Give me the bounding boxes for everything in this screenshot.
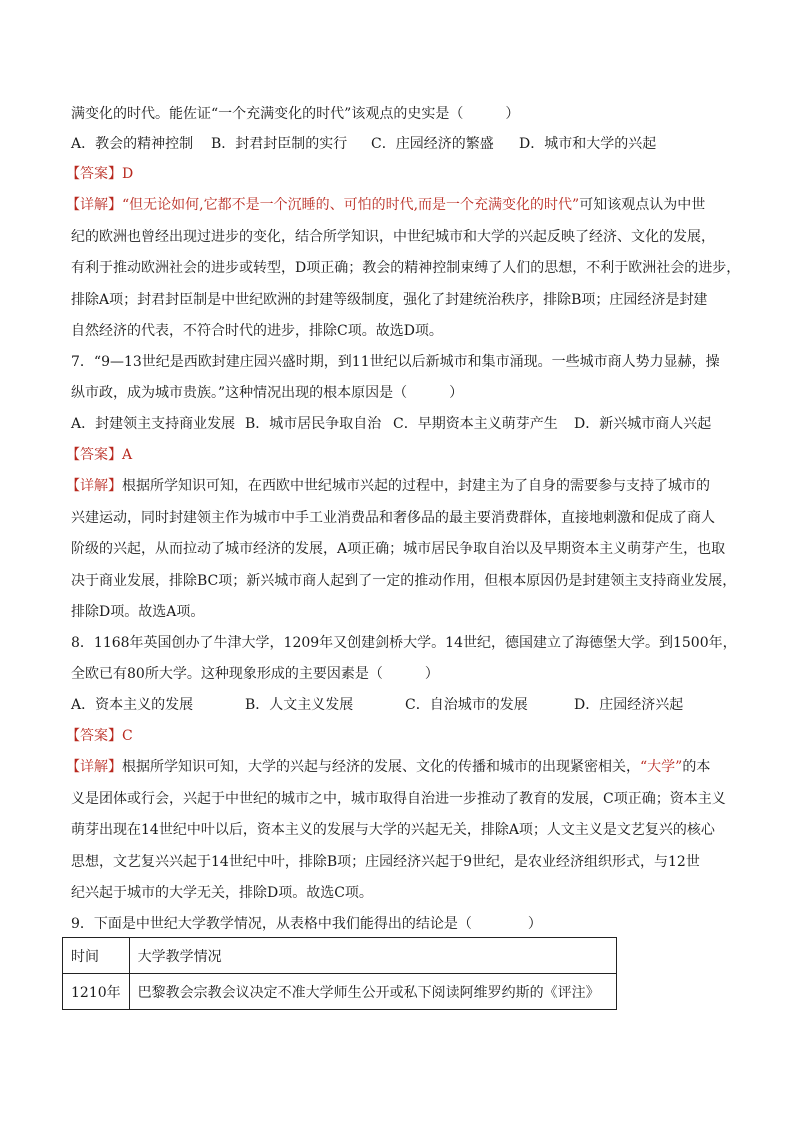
q8-stem-line-2: 全欧已有80所大学。这种现象形成的主要因素是（ ）	[71, 666, 439, 682]
q7-option-c: C．早期资本主义萌芽产生	[393, 416, 558, 432]
answer-value: C	[122, 728, 133, 744]
q7-explain-line-3: 阶级的兴起，从而拉动了城市经济的发展，A项正确；城市居民争取自治以及早期资本主义萌芽产生，也取	[71, 541, 726, 557]
q8-explain-line-2: 义是团体或行会，兴起于中世纪的城市之中，城市取得自治进一步推动了教育的发展，C项正确；资本主义	[71, 791, 726, 807]
q9-table	[62, 937, 617, 1010]
q6-explain-line-2: 纪的欧洲也曾经出现过进步的变化，结合所学知识，中世纪城市和大学的兴起反映了经济、文化的发展，	[71, 229, 715, 245]
q6-explain-line-1	[66, 195, 734, 215]
explain-quote: “但无论如何,它都不是一个沉睡的、可怕的时代,而是一个充满变化的时代”	[122, 197, 580, 213]
answer-label: 【答案】	[66, 166, 122, 182]
q6-option-d: D．城市和大学的兴起	[519, 136, 657, 152]
q9-stem: 9．下面是中世纪大学教学情况，从表格中我们能得出的结论是（ ）	[71, 916, 542, 932]
q8-answer	[66, 726, 734, 746]
q8-explain-line-5: 纪兴起于城市的大学无关，排除D项。故选C项。	[71, 885, 373, 901]
explain-text: 的本	[682, 759, 711, 775]
q8-explain-line-4: 思想，文艺复兴兴起于14世纪中叶，排除B项；庄园经济兴起于9世纪，是农业经济组织形式，与12世	[71, 854, 700, 870]
explain-label: 【详解】	[66, 478, 122, 494]
q6-option-b: B．封君封臣制的实行	[211, 136, 348, 152]
q8-option-d: D．庄园经济兴起	[574, 697, 684, 713]
explain-label: 【详解】	[66, 759, 122, 775]
q6-option-a: A．教会的精神控制	[71, 136, 194, 152]
q7-explain-line-4: 决于商业发展，排除BC项；新兴城市商人起到了一定的推动作用，但根本原因仍是封建领主支持商业发展，	[71, 573, 737, 589]
table-row	[63, 974, 617, 1010]
table-cell-content: 巴黎教会宗教会议决定不准大学师生公开或私下阅读阿维罗约斯的《评注》	[129, 974, 616, 1010]
answer-value: A	[122, 447, 133, 463]
q6-stem: 满变化的时代。能佐证“一个充满变化的时代”该观点的史实是（ ）	[71, 106, 520, 122]
answer-label: 【答案】	[66, 447, 122, 463]
q7-option-b: B．城市居民争取自治	[245, 416, 382, 432]
table-header-row	[63, 938, 617, 974]
explain-text: 可知该观点认为中世	[579, 197, 706, 213]
q6-option-c: C．庄园经济的繁盛	[371, 136, 494, 152]
q7-option-d: D．新兴城市商人兴起	[574, 416, 712, 432]
q7-option-a: A．封建领主支持商业发展	[71, 416, 236, 432]
q7-explain-line-2: 兴建运动，同时封建领主作为城市中手工业消费品和奢侈品的最主要消费群体，直接地刺激和促成了商人	[71, 510, 715, 526]
q7-answer	[66, 445, 734, 465]
q8-option-a: A．资本主义的发展	[71, 697, 194, 713]
q6-explain-line-5: 自然经济的代表，不符合时代的进步，排除C项。故选D项。	[71, 323, 443, 339]
table-cell-time: 1210年	[63, 974, 130, 1010]
q7-explain-line-1	[66, 476, 734, 496]
explain-quote: “大学”	[640, 759, 683, 775]
answer-value: D	[122, 166, 134, 182]
answer-label: 【答案】	[66, 728, 122, 744]
q8-explain-line-3: 萌芽出现在14世纪中叶以后，资本主义的发展与大学的兴起无关，排除A项；人文主义是文艺复兴的核心	[71, 822, 715, 838]
table-header-content: 大学教学情况	[129, 938, 616, 974]
table-header-time: 时间	[63, 938, 130, 974]
explain-text: 根据所学知识可知，在西欧中世纪城市兴起的过程中，封建主为了自身的需要参与支持了城市的	[122, 478, 710, 494]
q8-explain-line-1	[66, 757, 734, 777]
q6-explain-line-3: 有利于推动欧洲社会的进步或转型，D项正确；教会的精神控制束缚了人们的思想，不利于欧洲社会的进步，	[71, 260, 741, 276]
q7-stem-line-2: 纵市政，成为城市贵族。”这种情况出现的根本原因是（ ）	[71, 385, 464, 401]
q7-explain-line-5: 排除D项。故选A项。	[71, 604, 205, 620]
explain-text: 根据所学知识可知，大学的兴起与经济的发展、文化的传播和城市的出现紧密相关，	[122, 759, 640, 775]
explain-label: 【详解】	[66, 197, 122, 213]
q8-option-b: B．人文主义发展	[245, 697, 354, 713]
q6-explain-line-4: 排除A项；封君封臣制是中世纪欧洲的封建等级制度，强化了封建统治秩序，排除B项；庄园经济是封建	[71, 292, 708, 308]
q6-answer	[66, 164, 734, 184]
q7-stem-line-1: 7．“9—13世纪是西欧封建庄园兴盛时期，到11世纪以后新城市和集市涌现。一些城市商人势力显赫，操	[71, 354, 720, 370]
q8-option-c: C．自治城市的发展	[405, 697, 528, 713]
q8-stem-line-1: 8．1168年英国创办了牛津大学，1209年又创建剑桥大学。14世纪，德国建立了海德堡大学。到1500年，	[71, 635, 737, 651]
